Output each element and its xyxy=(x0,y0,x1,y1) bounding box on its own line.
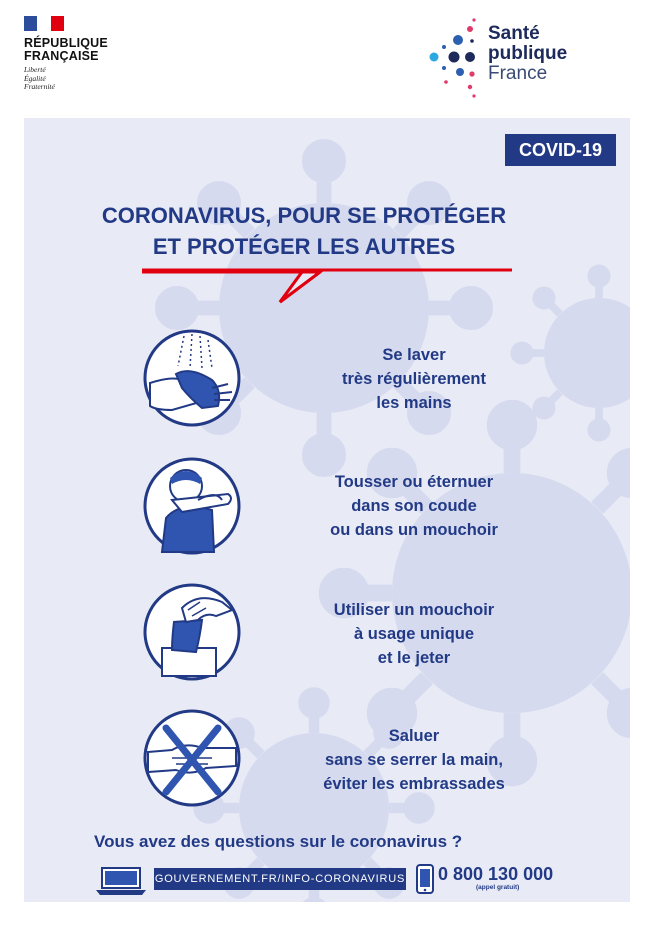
contact-row xyxy=(96,866,616,896)
republique-francaise-name: RÉPUBLIQUE FRANÇAISE xyxy=(24,36,108,63)
phone-number[interactable]: 0 800 130 000 xyxy=(438,864,554,884)
hand-washing-icon xyxy=(142,328,242,428)
advice-item-tissue xyxy=(24,582,630,692)
info-url-link[interactable]: GOUVERNEMENT.FR/INFO-CORONAVIRUS xyxy=(154,868,406,890)
french-flag-icon xyxy=(24,16,64,31)
advice-text-3: Utiliser un mouchoir à usage unique et le jeter xyxy=(333,601,495,667)
advice-text-4: Saluer sans se serrer la main, éviter les embrassades xyxy=(323,727,505,793)
advice-text-1: Se laver très régulièrement les mains xyxy=(342,346,486,412)
questions-heading: Vous avez des questions sur le coronavirus ? xyxy=(94,832,463,851)
advice-text-2: Tousser ou éternuer dans son coude ou dans un mouchoir xyxy=(330,473,498,539)
advice-item-cough xyxy=(24,456,630,566)
spf-dots-icon xyxy=(428,16,484,100)
sante-publique-france-logo xyxy=(428,16,588,100)
poster-panel xyxy=(24,118,630,902)
advice-item-no-handshake xyxy=(24,708,630,818)
laptop-icon xyxy=(96,866,146,896)
advice-item-hand-washing xyxy=(24,328,630,438)
poster-title: CORONAVIRUS, POUR SE PROTÉGER ET PROTÉGER LES AUTRES xyxy=(101,203,507,259)
republique-francaise-logo xyxy=(24,16,108,92)
cough-elbow-icon xyxy=(142,456,242,556)
republique-motto: Liberté Égalité Fraternité xyxy=(24,65,55,91)
spf-wordmark: Santé publique France xyxy=(488,23,568,84)
tissue-icon xyxy=(142,582,242,682)
covid-badge: COVID-19 xyxy=(505,134,616,166)
phone-icon xyxy=(416,864,434,894)
phone-note: (appel gratuit) xyxy=(476,884,520,891)
speech-bubble-underline-icon xyxy=(142,264,512,304)
no-handshake-icon xyxy=(142,708,242,808)
